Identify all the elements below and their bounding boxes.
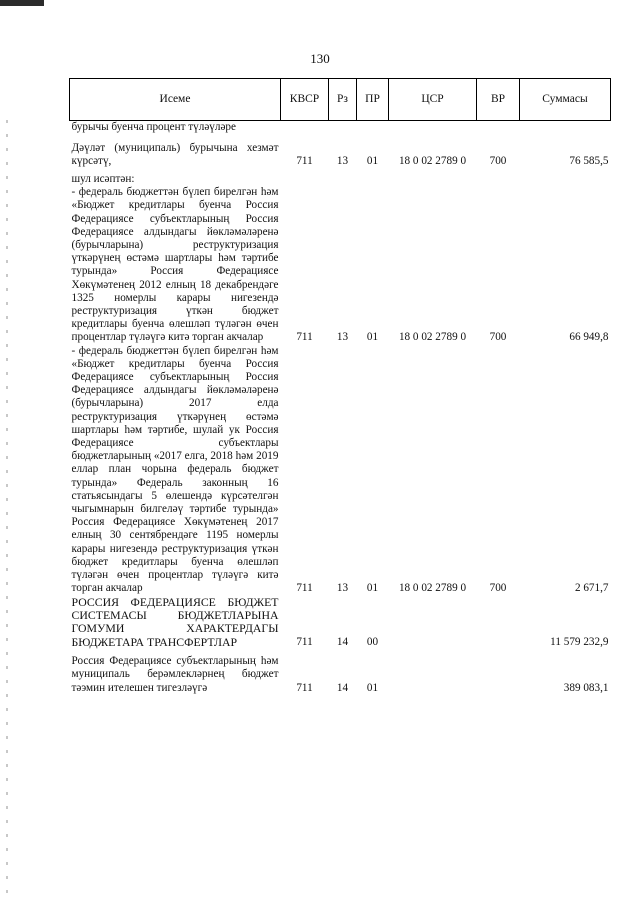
row-csr	[389, 121, 477, 135]
row-rz	[329, 121, 357, 135]
row-csr	[389, 596, 477, 650]
row-kvsr	[281, 168, 329, 186]
row-csr: 18 0 02 2789 0	[398, 331, 467, 344]
row-rz: 14	[336, 681, 349, 694]
table-row	[70, 168, 611, 186]
row-kvsr: 711	[296, 155, 313, 167]
table-row	[70, 121, 611, 135]
row-sum: 11 579 232,9	[550, 635, 609, 648]
row-pr: 01	[366, 331, 379, 344]
row-name: Дәүләт (муниципаль) бурычына хезмәт күрсәтү,	[71, 141, 279, 167]
row-name: РОССИЯ ФЕДЕРАЦИЯСЕ БЮДЖЕТ СИСТЕМАСЫ БЮДЖЕТЛАРЫНА ГОМУМИ ХАРАКТЕРДАГЫ БЮДЖЕТАРА ТРАНСФЕРТЛАР	[71, 594, 279, 649]
row-pr: 01	[366, 582, 379, 595]
row-pr	[357, 168, 389, 186]
table-row	[70, 186, 611, 344]
header-csr: ЦСР	[389, 79, 477, 121]
row-vr	[477, 596, 520, 650]
row-name: шул исәптән:	[71, 173, 135, 185]
row-kvsr	[281, 121, 329, 135]
row-sum: 389 083,1	[563, 681, 609, 694]
row-pr: 01	[366, 681, 379, 694]
row-name: - федераль бюджеттән бүлеп бирелгән һәм «Бюджет кредитлары буенча Россия Федерациясе субъектларының Россия Федерациясе алдындагы йөкләмәләренә (бурычларына) 2017 елда реструктуризация үткәрүнең өстәмә шартлары һәм тәртибе, шулай ук Россия Федерациясе субъектлары бюджетларының «2017 елга, 2018 һәм 2019 еллар план чорына федераль бюджет турында» Федераль законның 16 статьясындагы 5 өлешендә күрсәтелгән чыгымнарын билгеләү тәртибе турында» Россия Федерациясе Хөкүмәтенең 2017 елның 30 сентябрендәге 1195 номерлы карары нигезендә реструктуризация үткән бюджет кредитлары буенча өлешләп түләгән өчен процентлар түләүгә китә торган акчалар	[71, 344, 279, 595]
row-csr: 18 0 02 2789 0	[398, 582, 467, 595]
header-kvsr: КВСР	[281, 79, 329, 121]
row-sum: 76 585,5	[569, 155, 609, 167]
row-rz: 13	[336, 582, 349, 595]
header-sum: Суммасы	[520, 79, 611, 121]
row-sum: 66 949,8	[569, 331, 609, 344]
page-number: 130	[310, 51, 330, 66]
row-name: Россия Федерациясе субъектларының һәм муниципаль берәмлекләрнең бюджет тәэмин ителешен тигезләүгә	[71, 655, 279, 694]
row-vr: 700	[489, 582, 507, 595]
row-vr	[477, 121, 520, 135]
header-pr: ПР	[357, 79, 389, 121]
row-kvsr: 711	[296, 681, 313, 694]
row-csr: 18 0 02 2789 0	[398, 155, 467, 167]
table-row	[70, 649, 611, 695]
row-vr	[477, 168, 520, 186]
row-csr	[389, 168, 477, 186]
row-pr	[357, 121, 389, 135]
scan-corner-mark	[0, 0, 44, 6]
row-csr	[389, 649, 477, 695]
row-kvsr: 711	[296, 582, 313, 595]
row-rz: 14	[336, 635, 349, 648]
header-name: Иcеме	[70, 79, 281, 121]
row-pr: 01	[366, 155, 379, 167]
table-row	[70, 134, 611, 168]
table-row	[70, 345, 611, 596]
row-rz: 13	[336, 331, 349, 344]
row-kvsr: 711	[296, 331, 313, 344]
row-rz: 13	[336, 155, 349, 167]
row-kvsr: 711	[296, 635, 313, 648]
row-sum	[520, 168, 611, 186]
row-sum: 2 671,7	[574, 582, 609, 595]
header-rz: Рз	[329, 79, 357, 121]
scan-margin-marks	[6, 120, 8, 900]
table-row	[70, 596, 611, 650]
row-name: - федераль бюджеттән бүлеп бирелгән һәм «Бюджет кредитлары буенча Россия Федерациясе субъектларының Россия Федерациясе алдындагы йөкләмәләренә (бурычларына) реструктуризация үткәрүнең өстәмә шартлары һәм тәртибе турында» Россия Федерациясе Хөкүмәтенең 2012 елның 18 декабрендәге 1325 номерлы карары нигезендә реструктуризация үткән бюджет кредитлары буенча өлешләп түләгән өчен процентлар түләүгә китә торган акчалар	[71, 186, 279, 344]
row-sum	[520, 121, 611, 135]
row-vr: 700	[489, 331, 507, 344]
row-vr	[477, 649, 520, 695]
row-vr: 700	[489, 155, 507, 167]
table-header-row	[70, 79, 611, 121]
row-pr: 00	[366, 635, 379, 648]
row-name: бурычы буенча процент түләүләре	[71, 121, 236, 133]
row-rz	[329, 168, 357, 186]
budget-table	[69, 78, 611, 695]
header-vr: ВР	[477, 79, 520, 121]
